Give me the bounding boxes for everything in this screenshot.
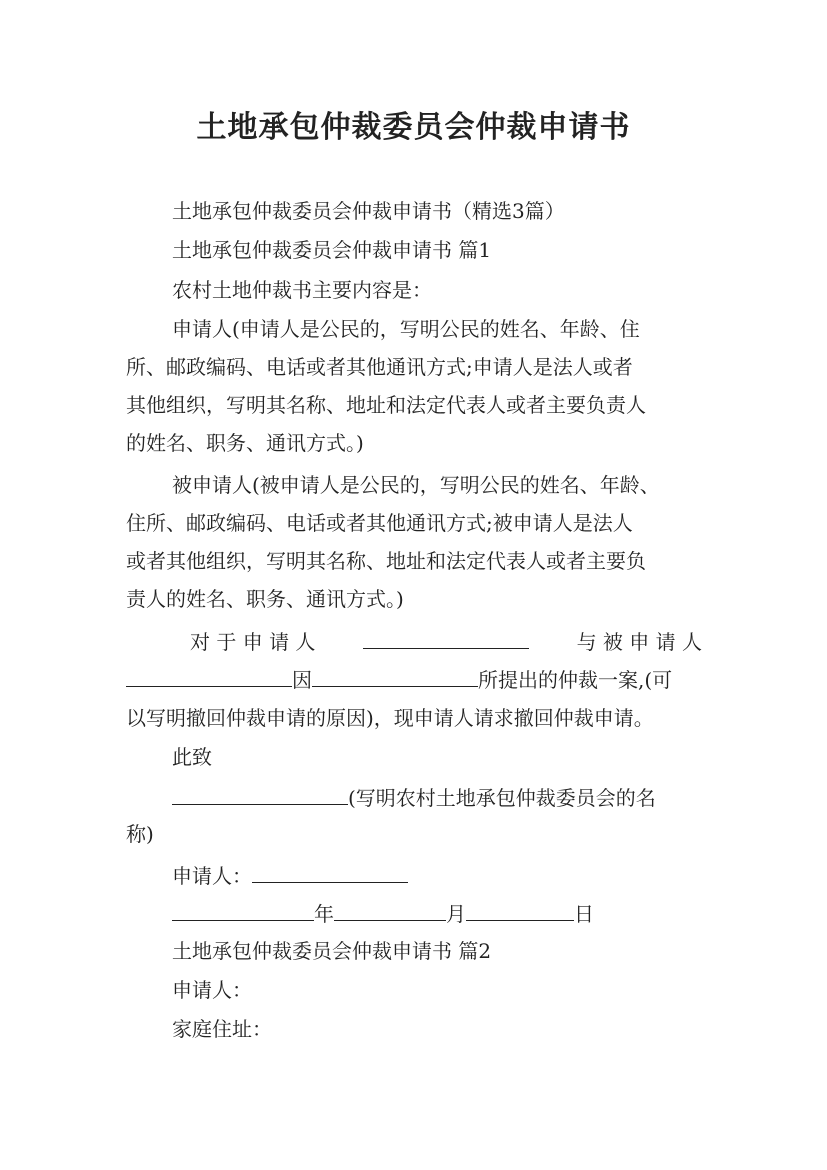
date-line bbox=[172, 898, 594, 928]
applicant-paragraph-line: 其他组织，写明其名称、地址和法定代表人或者主要负责人 bbox=[126, 393, 646, 417]
s2-applicant-label: 申请人： bbox=[172, 978, 252, 1002]
applicant-paragraph-line: 的姓名、职务、通讯方式。) bbox=[126, 431, 364, 455]
year-label: 年 bbox=[314, 902, 334, 926]
signature-line bbox=[172, 860, 408, 890]
applicant-paragraph-line: 所、邮政编码、电话或者其他通讯方式;申请人是法人或者 bbox=[126, 355, 633, 379]
case-line-3: 以写明撤回仲裁申请的原因)，现申请人请求撤回仲裁申请。 bbox=[126, 706, 654, 730]
case-line-1 bbox=[190, 626, 702, 656]
committee-line bbox=[172, 782, 656, 812]
applicant-paragraph-line: 申请人(申请人是公民的，写明公民的姓名、年龄、住 bbox=[172, 317, 640, 341]
salutation: 此致 bbox=[172, 745, 212, 769]
day-blank bbox=[466, 898, 574, 921]
signature-label: 申请人： bbox=[172, 864, 252, 888]
reason-blank bbox=[312, 664, 478, 687]
document-title: 土地承包仲裁委员会仲裁申请书 bbox=[196, 110, 631, 145]
case-text-respondent: 与 被 申 请 人 bbox=[576, 630, 702, 654]
respondent-paragraph-line: 责人的姓名、职务、通讯方式。) bbox=[126, 587, 404, 611]
year-blank bbox=[172, 898, 314, 921]
respondent-paragraph-line: 或者其他组织，写明其名称、地址和法定代表人或者主要负 bbox=[126, 549, 646, 573]
respondent-paragraph-line: 住所、邮政编码、电话或者其他通讯方式;被申请人是法人 bbox=[126, 511, 633, 535]
day-label: 日 bbox=[574, 902, 594, 926]
case-text-case: 所提出的仲裁一案,(可 bbox=[478, 668, 673, 692]
month-label: 月 bbox=[446, 902, 466, 926]
respondent-name-blank bbox=[126, 664, 292, 687]
case-text-because: 因 bbox=[292, 668, 312, 692]
signature-blank bbox=[252, 860, 408, 883]
committee-name-blank bbox=[172, 782, 348, 805]
case-line-2 bbox=[126, 664, 672, 694]
committee-note-end: 称) bbox=[126, 822, 154, 846]
applicant-name-blank bbox=[363, 626, 529, 649]
respondent-paragraph-line: 被申请人(被申请人是公民的，写明公民的姓名、年龄、 bbox=[172, 473, 660, 497]
committee-note: (写明农村土地承包仲裁委员会的名 bbox=[348, 786, 656, 810]
case-text-applicant: 对 于 申 请 人 bbox=[190, 630, 316, 654]
s2-address-label: 家庭住址： bbox=[172, 1017, 272, 1041]
month-blank bbox=[334, 898, 446, 921]
document-subtitle: 土地承包仲裁委员会仲裁申请书（精选3篇） bbox=[172, 199, 565, 223]
section-heading-2: 土地承包仲裁委员会仲裁申请书 篇2 bbox=[172, 939, 492, 963]
intro-text: 农村土地仲裁书主要内容是： bbox=[172, 278, 432, 302]
section-heading-1: 土地承包仲裁委员会仲裁申请书 篇1 bbox=[172, 238, 492, 262]
